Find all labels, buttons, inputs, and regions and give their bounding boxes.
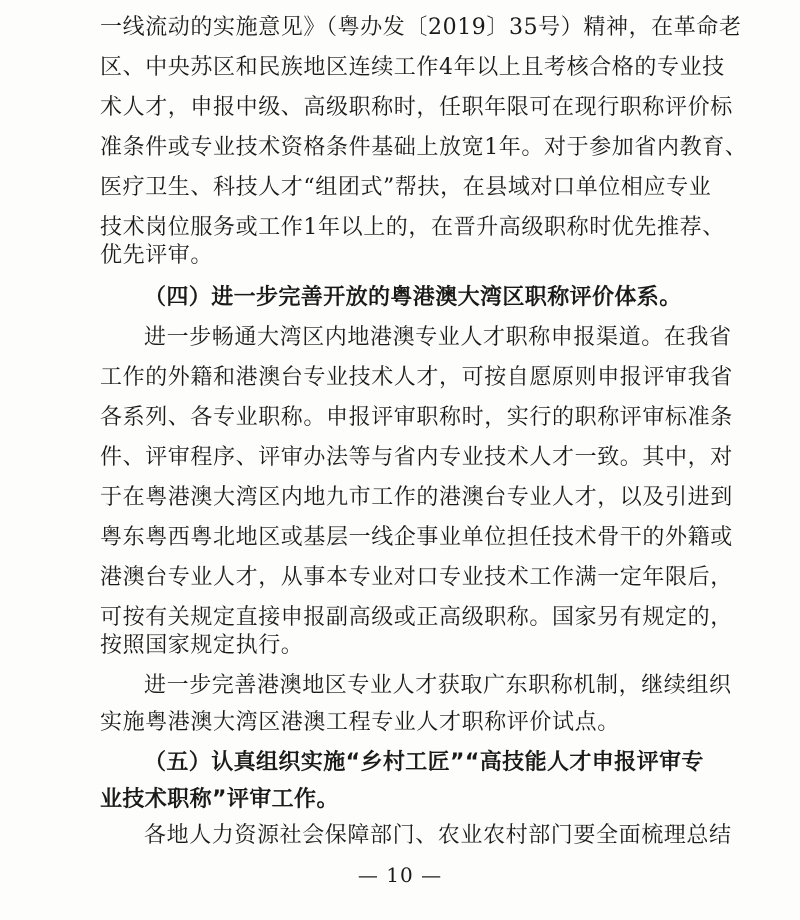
body-text-line: 件、评审程序、评审办法等与省内专业技术人才一致。其中，对 <box>100 445 733 470</box>
page-number: — 10 — <box>357 863 443 887</box>
section-heading-5-continued: 业技术职称”评审工作。 <box>100 787 339 812</box>
body-text-line: 区、中央苏区和民族地区连续工作4年以上且考核合格的专业技 <box>100 55 725 80</box>
body-text-line: 一线流动的实施意见》（粤办发〔2019〕35号）精神，在革命老 <box>100 15 742 40</box>
body-text-line: 各地人力资源社会保障部门、农业农村部门要全面梳理总结 <box>144 823 732 848</box>
body-text-line: 按照国家规定执行。 <box>100 633 304 658</box>
body-text-line: 粤东粤西粤北地区或基层一线企事业单位担任技术骨干的外籍或 <box>100 525 733 550</box>
body-text-line: 技术岗位服务或工作1年以上的，在晋升高级职称时优先推荐、 <box>100 215 725 240</box>
body-text-line: 准条件或专业技术资格条件基础上放宽1年。对于参加省内教育、 <box>100 135 748 160</box>
body-text-line: 可按有关规定直接申报副高级或正高级职称。国家另有规定的， <box>100 605 733 630</box>
section-heading-4: （四）进一步完善开放的粤港澳大湾区职称评价体系。 <box>144 285 682 310</box>
body-text-line: 进一步畅通大湾区内地港澳专业人才职称申报渠道。在我省 <box>144 325 732 350</box>
section-heading-5: （五）认真组织实施“乡村工匠”“高技能人才申报评审专 <box>144 750 704 775</box>
body-text-line: 工作的外籍和港澳台专业技术人才，可按自愿原则申报评审我省 <box>100 365 733 390</box>
body-text-line: 医疗卫生、科技人才“组团式”帮扶，在县域对口单位相应专业 <box>100 175 712 200</box>
body-text-line: 港澳台专业人才，从事本专业对口专业技术工作满一定年限后， <box>100 565 733 590</box>
body-text-line: 实施粤港澳大湾区港澳工程专业人才职称评价试点。 <box>100 710 620 735</box>
body-text-line: 于在粤港澳大湾区内地九市工作的港澳台专业人才，以及引进到 <box>100 485 733 510</box>
body-text-line: 各系列、各专业职称。申报评审职称时，实行的职称评审标准条 <box>100 405 733 430</box>
body-text-line: 优先评审。 <box>100 243 214 268</box>
body-text-line: 术人才，申报中级、高级职称时，任职年限可在现行职称评价标 <box>100 95 733 120</box>
body-text-line: 进一步完善港澳地区专业人才获取广东职称机制，继续组织 <box>144 673 732 698</box>
